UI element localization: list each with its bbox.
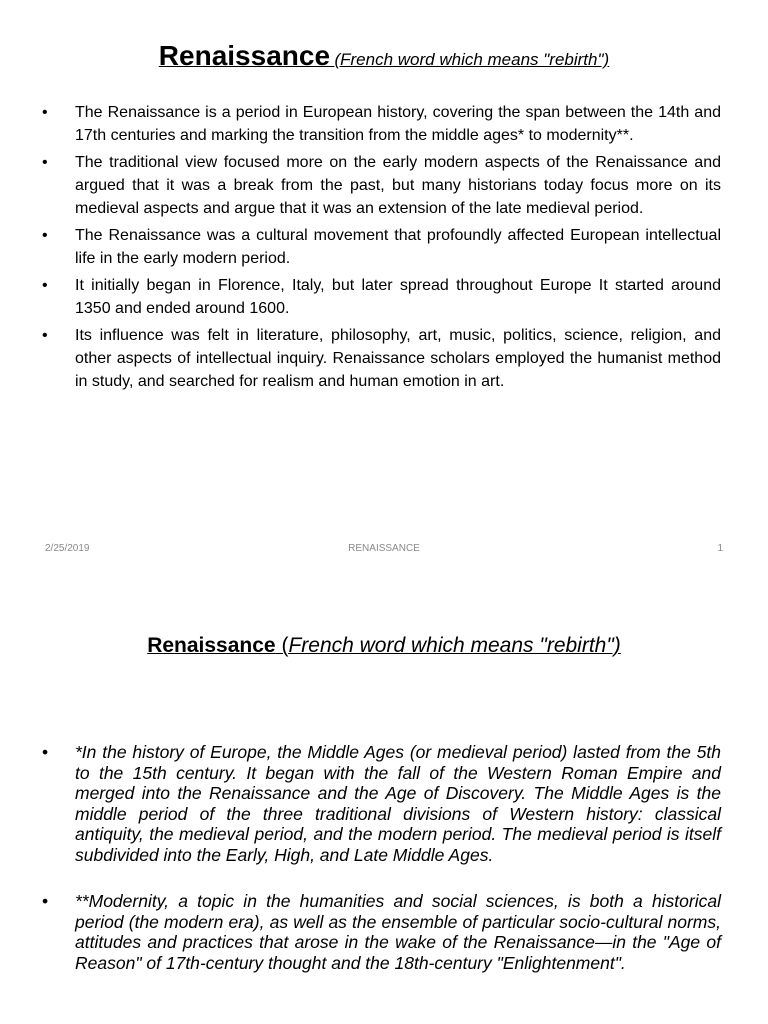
footer-title: RENAISSANCE (348, 543, 420, 554)
slide-1-title (0, 40, 768, 72)
list-item (40, 274, 721, 320)
bullet-icon: • (42, 327, 48, 344)
bullet-text: The Renaissance is a period in European history, covering the span between the 14th and 17th centuries and marking the transition from the middle ages* to modernity**. (75, 104, 721, 144)
slide-1-title-subtitle: (French word which means "rebirth") (334, 50, 610, 69)
slide-2-title-subtitle: French word which means "rebirth") (288, 634, 621, 657)
list-item (40, 324, 721, 393)
list-item (40, 151, 721, 220)
bullet-text: Its influence was felt in literature, philosophy, art, music, politics, science, religion, and other aspects of intellectual inquiry. Renaissance scholars employed the humanist method in study, and searched for realism and human emotion in art. (75, 327, 721, 390)
footnote-middle-ages: *In the history of Europe, the Middle Ages (or medieval period) lasted from the 5th to the 15th century. It began with the fall of the Western Roman Empire and merged into the Renaissance and the Age of Discovery. The Middle Ages is the middle period of the three traditional divisions of Western history: classical antiquity, the medieval period, and the modern period. The medieval period is itself subdivided into the Early, High, and Late Middle Ages. (75, 742, 721, 865)
bullet-text: It initially began in Florence, Italy, but later spread throughout Europe It started around 1350 and ended around 1600. (75, 277, 721, 317)
footnote-modernity: **Modernity, a topic in the humanities and social sciences, is both a historical period (the modern era), as well as the ensemble of particular socio-cultural norms, attitudes and practices that arose in the wake of the Renaissance—in the "Age of Reason" of 17th-century thought and the 18th-century "Enlightenment". (75, 891, 721, 973)
slide-2-title (0, 634, 768, 658)
slide-2-title-paren: ( (275, 634, 289, 657)
list-item (40, 224, 721, 270)
slide-1-title-main: Renaissance (158, 40, 331, 71)
slide-1-bullet-list (40, 101, 721, 397)
bullet-icon: • (42, 227, 48, 244)
bullet-icon: • (42, 154, 48, 171)
footer-date: 2/25/2019 (45, 543, 90, 554)
slide-2-title-main: Renaissance (147, 634, 276, 657)
list-item (40, 101, 721, 147)
list-item (40, 891, 721, 973)
bullet-icon: • (42, 277, 48, 294)
slide-2-bullet-list (40, 742, 721, 999)
bullet-text: The Renaissance was a cultural movement that profoundly affected European intellectual life in the early modern period. (75, 227, 721, 267)
bullet-icon: • (42, 742, 49, 762)
bullet-icon: • (42, 104, 48, 121)
slide-2 (0, 600, 768, 1024)
list-item (40, 742, 721, 865)
bullet-icon: • (42, 891, 49, 911)
bullet-text: The traditional view focused more on the early modern aspects of the Renaissance and argued that it was a break from the past, but many historians today focus more on its medieval aspects and argue that it was an extension of the late medieval period. (75, 154, 721, 217)
footer-page-number: 1 (717, 543, 723, 554)
